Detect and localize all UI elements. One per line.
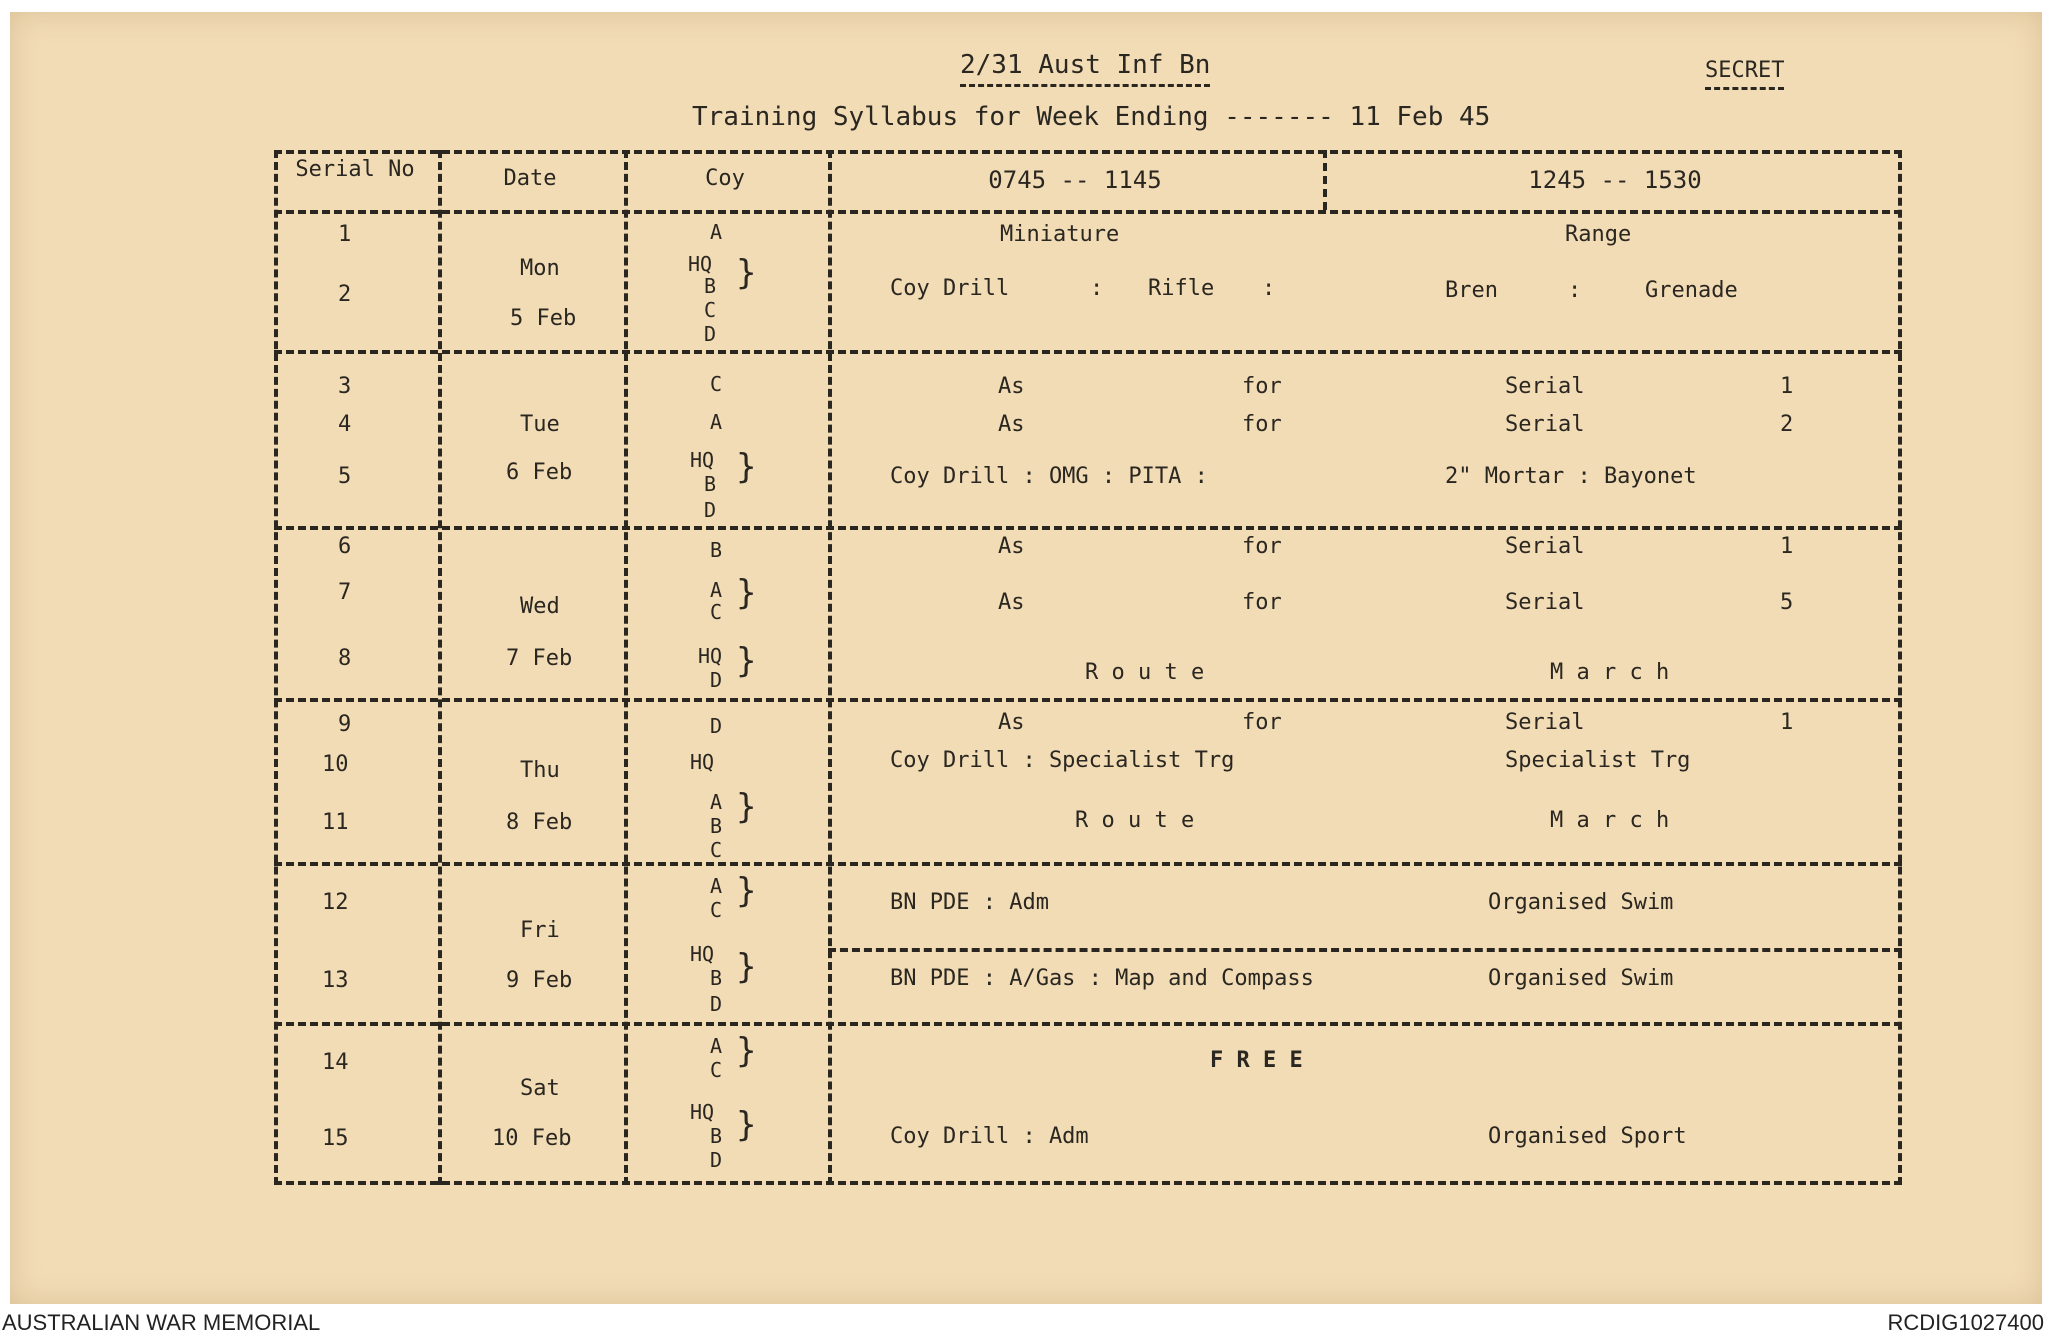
day-name: Wed xyxy=(520,594,560,619)
activity-text: M a r c h xyxy=(1550,808,1670,833)
serial-no: 4 xyxy=(338,412,352,437)
activity-text: 2" Mortar : Bayonet xyxy=(1445,464,1697,489)
day-name: Sat xyxy=(520,1076,560,1101)
activity-text: : xyxy=(1568,278,1582,303)
coy-letter: C xyxy=(709,600,723,624)
activity-text: 5 xyxy=(1780,590,1794,615)
row-divider xyxy=(274,862,1902,866)
col-header-coy: Coy xyxy=(705,166,745,191)
unit-title: 2/31 Aust Inf Bn xyxy=(960,50,1210,87)
day-name: Tue xyxy=(520,412,560,437)
serial-no: 15 xyxy=(322,1126,349,1151)
activity-text: Serial xyxy=(1505,374,1585,399)
activity-text: BN PDE : A/Gas : Map and Compass xyxy=(890,966,1314,991)
activity-text: for xyxy=(1242,374,1282,399)
activity-text: R o u t e xyxy=(1085,660,1205,685)
serial-no: 6 xyxy=(338,534,352,559)
brace-glyph: } xyxy=(736,447,757,487)
coy-letter: C xyxy=(709,898,723,922)
day-name: Thu xyxy=(520,758,560,783)
activity-text: F R E E xyxy=(1210,1048,1303,1073)
archive-id: RCDIG1027400 xyxy=(1887,1310,2044,1335)
coy-letter: HQ xyxy=(687,252,713,276)
coy-letter: D xyxy=(709,992,723,1016)
activity-text: Range xyxy=(1565,222,1632,247)
activity-text: Bren xyxy=(1445,278,1498,303)
coy-letter: B xyxy=(709,966,723,990)
activity-text: As xyxy=(998,534,1025,559)
coy-letter: B xyxy=(709,538,723,562)
brace-glyph: } xyxy=(736,1105,757,1145)
brace-glyph: } xyxy=(736,947,757,987)
row-divider xyxy=(274,1022,1902,1026)
activity-text: Organised Swim xyxy=(1488,966,1674,991)
coy-letter: B xyxy=(709,814,723,838)
row-divider xyxy=(274,698,1902,702)
coy-letter: D xyxy=(709,1148,723,1172)
col-divider xyxy=(828,150,832,1185)
serial-no: 13 xyxy=(322,968,349,993)
serial-no: 5 xyxy=(338,464,352,489)
day-date: 10 Feb xyxy=(492,1126,572,1151)
activity-text: Coy Drill : Specialist Trg xyxy=(890,748,1235,773)
activity-text: Grenade xyxy=(1645,278,1738,303)
day-date: 8 Feb xyxy=(506,810,573,835)
col-header-morning: 0745 -- 1145 xyxy=(988,166,1162,194)
coy-letter: A xyxy=(709,220,723,244)
day-name: Fri xyxy=(520,918,560,943)
coy-letter: A xyxy=(709,578,723,602)
serial-no: 10 xyxy=(322,752,349,777)
coy-letter: B xyxy=(703,472,717,496)
activity-text: : xyxy=(1090,276,1104,301)
brace-glyph: } xyxy=(736,871,757,911)
day-date: 5 Feb xyxy=(510,306,577,331)
serial-no: 12 xyxy=(322,890,349,915)
col-header-date: Date xyxy=(503,166,557,191)
activity-text: for xyxy=(1242,590,1282,615)
brace-glyph: } xyxy=(736,253,757,293)
row-divider xyxy=(274,526,1902,530)
activity-text: for xyxy=(1242,412,1282,437)
day-date: 6 Feb xyxy=(506,460,573,485)
row-divider xyxy=(274,350,1902,354)
serial-no: 14 xyxy=(322,1050,349,1075)
coy-letter: HQ xyxy=(697,644,723,668)
activity-text: Organised Sport xyxy=(1488,1124,1687,1149)
activity-text: for xyxy=(1242,710,1282,735)
activity-text: 2 xyxy=(1780,412,1794,437)
activity-text: BN PDE : Adm xyxy=(890,890,1049,915)
activity-text: Coy Drill xyxy=(890,276,1010,301)
coy-letter: A xyxy=(709,874,723,898)
activity-text: Miniature xyxy=(1000,222,1120,247)
classification-stamp: SECRET xyxy=(1705,58,1784,90)
coy-letter: HQ xyxy=(689,942,715,966)
activity-text: Organised Swim xyxy=(1488,890,1674,915)
serial-no: 1 xyxy=(338,222,352,247)
activity-text: As xyxy=(998,412,1025,437)
activity-text: M a r c h xyxy=(1550,660,1670,685)
serial-no: 2 xyxy=(338,282,352,307)
brace-glyph: } xyxy=(736,573,757,613)
coy-letter: A xyxy=(709,1034,723,1058)
coy-letter: D xyxy=(709,668,723,692)
activity-text: Coy Drill : Adm xyxy=(890,1124,1089,1149)
activity-text: R o u t e xyxy=(1075,808,1195,833)
activity-text: for xyxy=(1242,534,1282,559)
serial-no: 11 xyxy=(322,810,349,835)
document-title: Training Syllabus for Week Ending ------- 11 Feb 45 xyxy=(692,102,1491,132)
row-divider xyxy=(828,948,1902,952)
coy-letter: B xyxy=(703,274,717,298)
brace-glyph: } xyxy=(736,641,757,681)
coy-letter: D xyxy=(703,498,717,522)
activity-text: Serial xyxy=(1505,534,1585,559)
activity-text: As xyxy=(998,374,1025,399)
coy-letter: A xyxy=(709,410,723,434)
activity-text: Specialist Trg xyxy=(1505,748,1691,773)
activity-text: Serial xyxy=(1505,590,1585,615)
row-divider xyxy=(274,210,1902,214)
col-divider xyxy=(438,150,442,1185)
activity-text: 1 xyxy=(1780,374,1794,399)
activity-text: As xyxy=(998,590,1025,615)
col-divider xyxy=(624,150,628,1185)
coy-letter: B xyxy=(709,1124,723,1148)
coy-letter: C xyxy=(709,372,723,396)
coy-letter: C xyxy=(709,1058,723,1082)
activity-text: Rifle xyxy=(1148,276,1215,301)
serial-no: 8 xyxy=(338,646,352,671)
activity-text: Serial xyxy=(1505,412,1585,437)
activity-text: Serial xyxy=(1505,710,1585,735)
day-date: 7 Feb xyxy=(506,646,573,671)
activity-text: As xyxy=(998,710,1025,735)
brace-glyph: } xyxy=(736,787,757,827)
serial-no: 7 xyxy=(338,580,352,605)
col-header-serial: Serial No xyxy=(295,157,415,182)
coy-letter: A xyxy=(709,790,723,814)
coy-letter: C xyxy=(709,838,723,862)
activity-text: : xyxy=(1262,276,1276,301)
activity-text: 1 xyxy=(1780,710,1794,735)
activity-text: 1 xyxy=(1780,534,1794,559)
day-name: Mon xyxy=(520,256,560,281)
col-header-afternoon: 1245 -- 1530 xyxy=(1528,166,1702,194)
coy-letter: D xyxy=(703,322,717,346)
brace-glyph: } xyxy=(736,1031,757,1071)
serial-no: 9 xyxy=(338,712,352,737)
coy-letter: HQ xyxy=(689,1100,715,1124)
activity-text: Coy Drill : OMG : PITA : xyxy=(890,464,1208,489)
col-divider xyxy=(1323,150,1327,210)
coy-letter: HQ xyxy=(689,750,715,774)
coy-letter: D xyxy=(709,714,723,738)
serial-no: 3 xyxy=(338,374,352,399)
coy-letter: HQ xyxy=(689,448,715,472)
day-date: 9 Feb xyxy=(506,968,573,993)
archive-credit: AUSTRALIAN WAR MEMORIAL xyxy=(2,1310,321,1335)
coy-letter: C xyxy=(703,298,717,322)
